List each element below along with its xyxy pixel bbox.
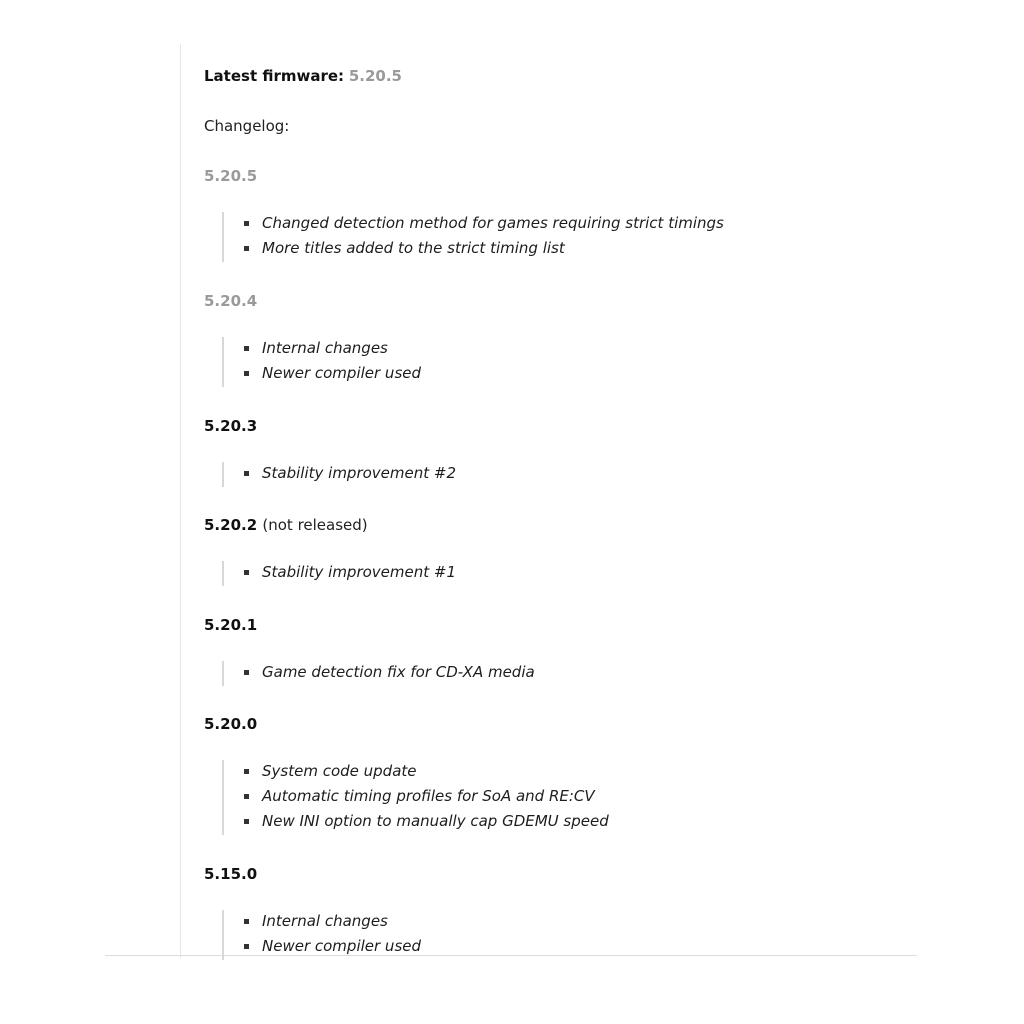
version-heading <box>204 166 257 186</box>
latest-firmware-line <box>204 66 402 86</box>
list-item <box>242 785 609 810</box>
square-bullet-icon <box>244 769 249 774</box>
list-item <box>242 910 421 935</box>
changelog-list <box>242 462 456 487</box>
list-item <box>242 462 456 487</box>
version-heading <box>204 515 368 535</box>
list-item-text: Internal changes <box>262 912 388 930</box>
list-item-text: New INI option to manually cap GDEMU speed <box>262 812 609 830</box>
list-item <box>242 760 609 785</box>
list-item <box>242 935 421 960</box>
square-bullet-icon <box>244 819 249 824</box>
version-heading <box>204 615 257 635</box>
changelog-blockquote <box>222 561 456 586</box>
changelog-list <box>242 561 456 586</box>
version-number: 5.15.0 <box>204 865 258 883</box>
version-number: 5.20.0 <box>204 715 258 733</box>
square-bullet-icon <box>244 794 249 799</box>
changelog-heading: Changelog: <box>204 117 290 135</box>
bottom-divider <box>105 955 917 956</box>
list-item-text: More titles added to the strict timing list <box>262 239 565 257</box>
list-item <box>242 212 724 237</box>
list-item <box>242 561 456 586</box>
changelog-blockquote <box>222 661 535 686</box>
list-item-text: Newer compiler used <box>262 364 422 382</box>
list-item-text: Newer compiler used <box>262 937 422 955</box>
changelog-list <box>242 910 421 960</box>
version-heading <box>204 416 257 436</box>
version-note: (not released) <box>262 516 368 534</box>
version-number: 5.20.1 <box>204 616 258 634</box>
list-item <box>242 810 609 835</box>
square-bullet-icon <box>244 346 249 351</box>
version-number: 5.20.2 <box>204 516 258 534</box>
changelog-blockquote <box>222 760 609 835</box>
changelog-blockquote <box>222 212 724 262</box>
content-left-border <box>180 44 181 958</box>
square-bullet-icon <box>244 944 249 949</box>
list-item <box>242 362 421 387</box>
changelog-list <box>242 212 724 262</box>
square-bullet-icon <box>244 570 249 575</box>
list-item-text: Stability improvement #1 <box>262 563 457 581</box>
list-item <box>242 661 535 686</box>
changelog-list <box>242 661 535 686</box>
square-bullet-icon <box>244 371 249 376</box>
changelog-blockquote <box>222 462 456 487</box>
list-item <box>242 337 421 362</box>
version-heading <box>204 714 257 734</box>
list-item-text: Changed detection method for games requiring strict timings <box>262 214 724 232</box>
version-heading <box>204 291 257 311</box>
list-item <box>242 237 724 262</box>
changelog-list <box>242 760 609 835</box>
square-bullet-icon <box>244 246 249 251</box>
version-number: 5.20.4 <box>204 292 258 310</box>
list-item-text: Game detection fix for CD-XA media <box>262 663 535 681</box>
version-number: 5.20.3 <box>204 417 258 435</box>
square-bullet-icon <box>244 221 249 226</box>
list-item-text: Internal changes <box>262 339 388 357</box>
version-heading <box>204 864 257 884</box>
square-bullet-icon <box>244 471 249 476</box>
square-bullet-icon <box>244 670 249 675</box>
version-number: 5.20.5 <box>204 167 258 185</box>
list-item-text: Stability improvement #2 <box>262 464 457 482</box>
changelog-list <box>242 337 421 387</box>
list-item-text: System code update <box>262 762 417 780</box>
square-bullet-icon <box>244 919 249 924</box>
changelog-blockquote <box>222 337 421 387</box>
list-item-text: Automatic timing profiles for SoA and RE:CV <box>262 787 595 805</box>
latest-firmware-version: 5.20.5 <box>348 67 402 85</box>
latest-firmware-label: Latest firmware: <box>204 67 345 85</box>
changelog-blockquote <box>222 910 421 960</box>
